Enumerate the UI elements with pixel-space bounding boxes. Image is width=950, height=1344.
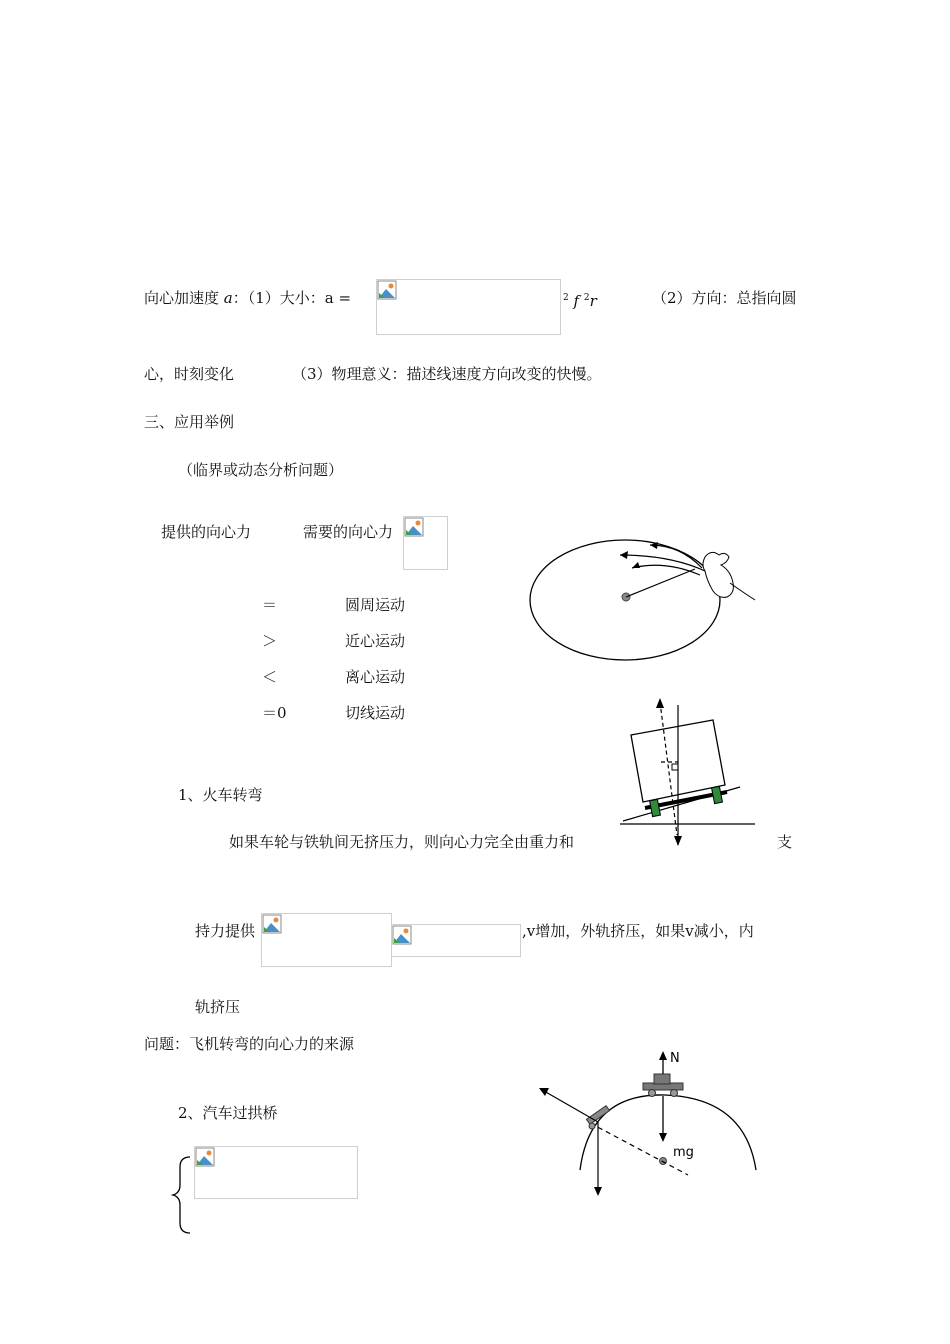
train-heading: 1、火车转弯 [178, 786, 263, 804]
relation-symbol: ＜ [262, 668, 278, 686]
train-formula-placeholder-1 [261, 913, 392, 967]
train-turn-figure [615, 690, 760, 845]
relation-motion: 切线运动 [345, 704, 406, 722]
meaning-text: （3）物理意义：描述线速度方向改变的快慢。 [292, 365, 602, 383]
car-formula-placeholder [194, 1146, 358, 1199]
left-brace-icon [170, 1155, 194, 1235]
superscript-2: 2 [563, 293, 569, 303]
superscript-2b: 2 [583, 293, 590, 303]
direction-text: （2）方向：总指向圆 [652, 289, 797, 307]
train-text-line2: 持力提供 [195, 922, 256, 940]
magnitude-label: ：（1）大小：a = [232, 289, 352, 307]
normal-force-label: N [670, 1051, 680, 1066]
section-heading: 三、应用举例 [144, 413, 235, 431]
radius-line [626, 569, 695, 597]
train-formula-placeholder-2 [391, 924, 521, 957]
train-text-line3: 轨挤压 [195, 998, 241, 1016]
section-subtitle: （临界或动态分析问题） [178, 461, 344, 479]
hand-icon [703, 552, 755, 600]
airplane-question: 问题：飞机转弯的向心力的来源 [144, 1035, 355, 1053]
f-variable: f [573, 292, 580, 310]
a-variable: a [223, 289, 233, 307]
arch-bridge-figure [530, 1048, 770, 1203]
car-cab [654, 1074, 670, 1084]
wheel-left [650, 799, 661, 816]
relation-symbol: ＝ [262, 596, 278, 614]
train-text-line2-end: ,v增加，外轨挤压，如果v减小，内 [522, 922, 754, 940]
broken-image-icon [392, 925, 412, 945]
formula-image-placeholder [376, 279, 561, 335]
r-variable: r [589, 292, 597, 310]
broken-image-icon [404, 517, 424, 537]
outer-arrow [650, 545, 702, 568]
relation-motion: 近心运动 [345, 632, 406, 650]
formula-tail [563, 288, 597, 311]
car-heading: 2、汽车过拱桥 [178, 1104, 278, 1122]
train-text-line1-end: 支 [777, 833, 793, 851]
relation-symbol: ＞ [262, 632, 278, 650]
wheel-right [712, 786, 723, 803]
broken-image-icon [262, 914, 282, 934]
relation-motion: 圆周运动 [345, 596, 406, 614]
broken-image-icon [195, 1147, 215, 1167]
required-force-image-placeholder [403, 516, 448, 570]
required-force-label: 需要的向心力 [303, 523, 394, 541]
train-text-line1: 如果车轮与铁轨间无挤压力，则向心力完全由重力和 [229, 833, 575, 851]
relation-symbol: ＝0 [262, 704, 287, 722]
relation-motion: 离心运动 [345, 668, 406, 686]
broken-image-icon [377, 280, 397, 300]
gravity-label: mg [673, 1145, 694, 1160]
accel-label: 向心加速度 [144, 289, 224, 307]
provided-force-label: 提供的向心力 [161, 523, 252, 541]
circular-motion-figure [520, 535, 760, 665]
centripetal-accel-line [144, 288, 351, 308]
slope-normal-arrow [544, 1091, 598, 1122]
change-text: 心，时刻变化 [144, 365, 235, 383]
inner-arrow [632, 565, 700, 575]
